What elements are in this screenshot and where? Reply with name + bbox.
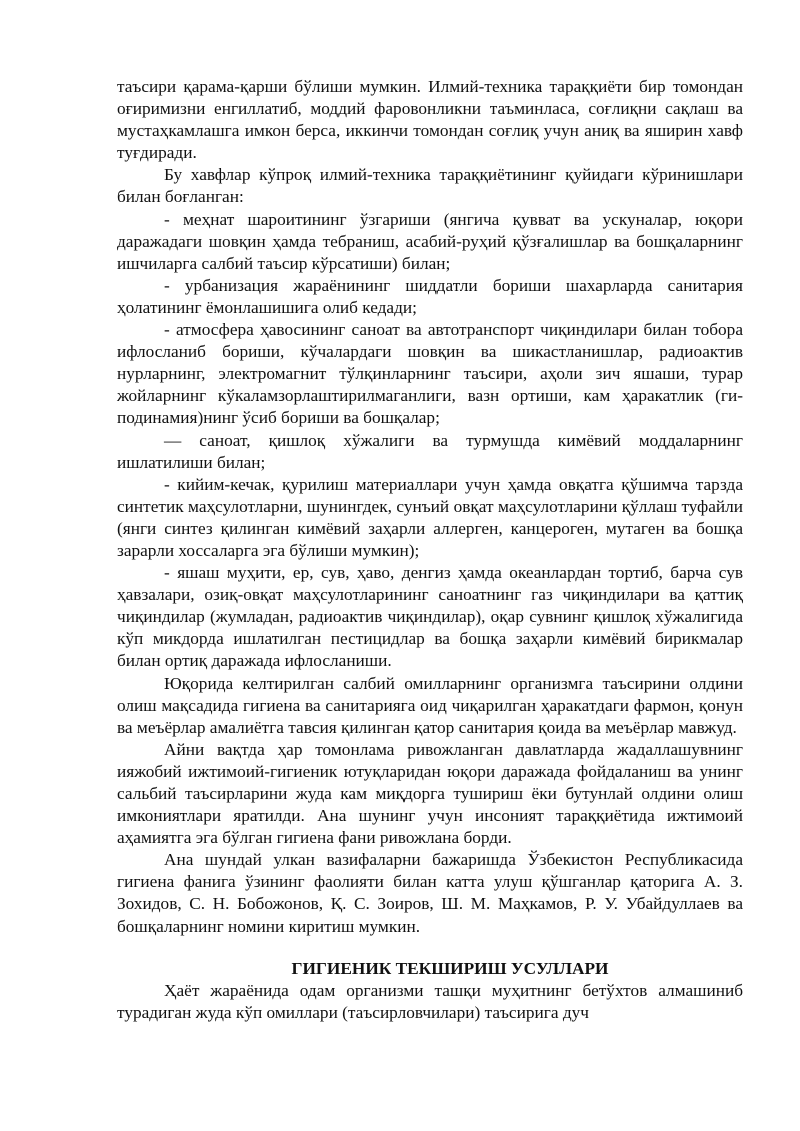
paragraph: Бу хавфлар кўпроқ илмий-техника тараққиётининг қуйидаги кўринишлари билан боғланган: — [117, 165, 743, 207]
paragraph: Ҳаёт жараёнида одам организми ташқи муҳитнинг бетўхтов алмашиниб турадиган жуда кўп омиллари (таъсирловчилари) таъсирига дуч — [117, 980, 743, 1022]
paragraph: Айни вақтда ҳар томонлама ривожланган давлатларда жадаллашувнинг ияжобий ижтимоий-гигиеник ютуқларидан юқори даражада фойдаланиш ва унинг сальбий таъсирларини жуда кам миқдорга тушириш ёки бутунлай олдини олиш имкониятлари яратилди. Ана шунинг учун инсоният тараққиётида ижтимоий аҳамиятга эга бўлган гигиена фани ривожлана борди. — [117, 739, 743, 848]
document-page — [117, 76, 743, 1024]
list-item: - яшаш муҳити, ер, сув, ҳаво, денгиз ҳамда океанлардан тортиб, барча сув ҳавзалари, озиқ-овқат маҳсулотларининг саноатнинг газ чиқиндилари ва қаттиқ чиқиндилар (жумладан, радиоактив чиқиндилар), оқар сувнинг қишлоқ хўжалигида кўп микдорда ишлатилган пестицидлар ва бошқа заҳарли кимёвий бирикмалар билан ортиқ даражада ифлосланиши. — [117, 563, 743, 671]
list-item: — саноат, қишлоқ хўжалиги ва турмушда кимёвий моддаларнинг ишлатилиши билан; — [117, 430, 743, 472]
list-item: - меҳнат шароитининг ўзгариши (янгича қувват ва ускуналар, юқори даражадаги шовқин ҳамда тебраниш, асабий-руҳий қўзғалишлар ва бошқаларнинг ишчиларга салбий таъсир кўрсатиши) билан; — [117, 209, 743, 273]
list-item: - кийим-кечак, қурилиш материаллари учун ҳамда овқатга қўшимча тарзда синтетик маҳсулотларни, шунингдек, сунъий овқат маҳсулотларини қўллаш туфайли (янги синтез қилинган кимёвий заҳарли аллерген, канцероген, мутаген ва бошқа зарарли хоссаларга эга бўлиши мумкин); — [117, 474, 743, 560]
list-item: - урбанизация жараёнининг шиддатли бориши шахарларда санитария ҳолатининг ёмонлашишига олиб кедади; — [117, 275, 743, 317]
section-heading: ГИГИЕНИК ТЕКШИРИШ УСУЛЛАРИ — [291, 958, 609, 978]
list-item: - атмосфера ҳавосининг саноат ва автотранспорт чиқиндилари билан тобора ифлосланиб бориши, кўчалардаги шовқин ва шикастланишлар, радиоактив нурларнинг, электромагнит тўлқинларнинг таъсири, аҳоли зич яшаши, турар жойларнинг кўкаламзорлаштирилмаганлиги, вазн ортиши, кам ҳаракатлик (ги-подинамия)нинг ўсиб бориши ва бошқалар; — [117, 320, 743, 428]
paragraph: Ана шундай улкан вазифаларни бажаришда Ўзбекистон Республикасида гигиена фанига ўзининг фаолияти билан катта улуш қўшганлар қаторига А. З. Зохидов, С. Н. Бобожонов, Қ. С. Зоиров, Ш. М. Маҳкамов, Р. У. Убайдуллаев ва бошқаларнинг номини киритиш мумкин. — [117, 850, 743, 936]
paragraph: таъсири қарама-қарши бўлиши мумкин. Илмий-техника тараққиёти бир томондан оғиримизни енгиллатиб, моддий фаровонликни таъминласа, соғлиқни сақлаш ва мустаҳкамлашга имкон берса, иккинчи томондан соғлиқ учун аниқ ва яширин хавф туғдиради. — [117, 77, 743, 163]
paragraph: Юқорида келтирилган салбий омилларнинг организмга таъсирини олдини олиш мақсадида гигиена ва санитарияга оид чиқарилган ҳаракатдаги фармон, қонун ва меъёрлар амалиётга тавсия қилинган қатор санитария қоида ва меъёрлар мавжуд. — [117, 673, 743, 737]
